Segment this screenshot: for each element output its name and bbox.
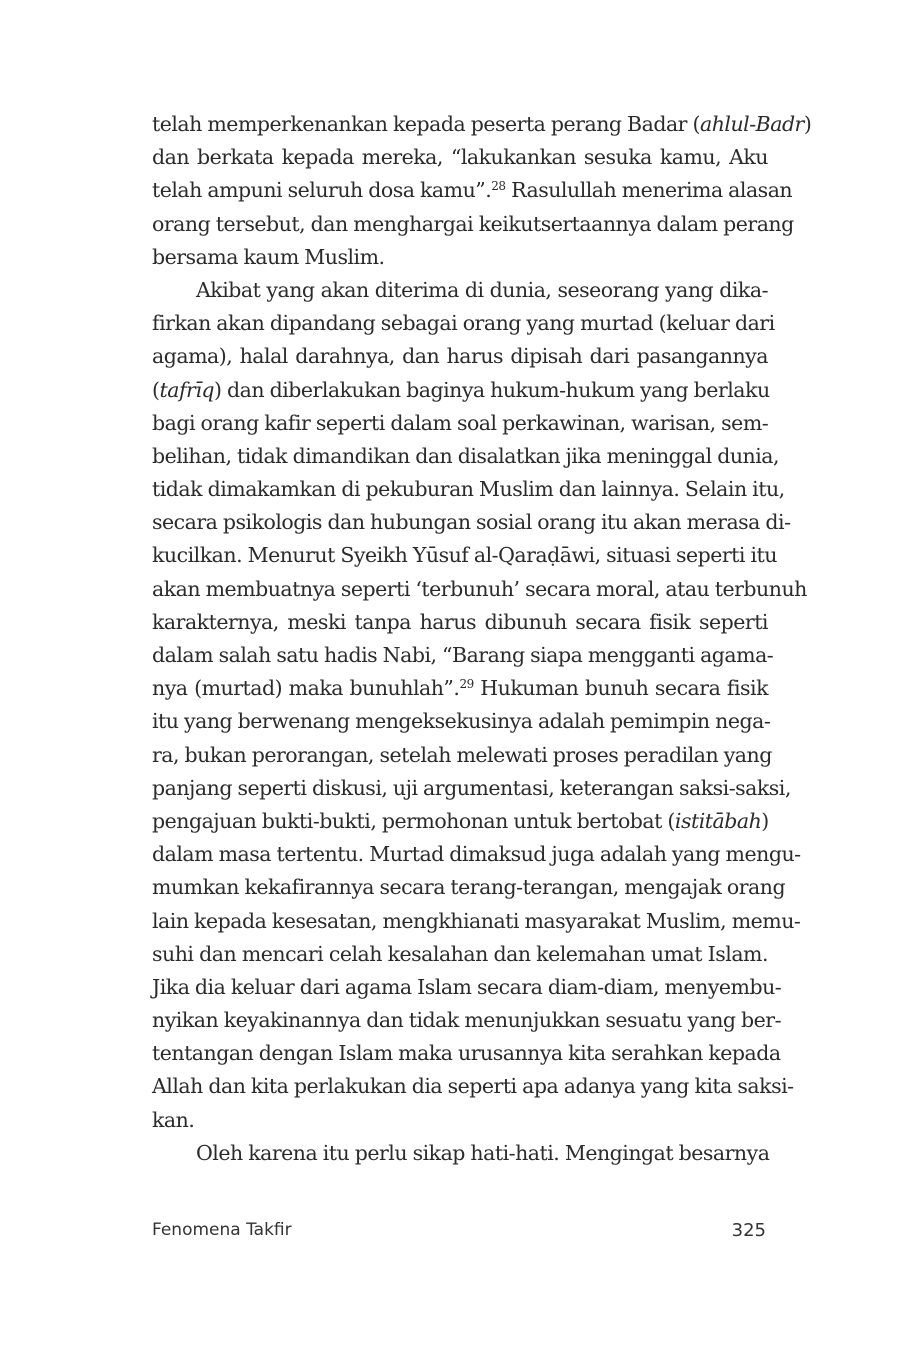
text-line: [152, 1070, 794, 1103]
text-line: [152, 805, 768, 838]
text-line: [152, 340, 768, 373]
text-line: [152, 838, 801, 871]
line-text: akan membuatnya seperti ‘terbunuh’ secara moral, atau terbunuh: [152, 576, 807, 601]
text-line: [152, 573, 807, 606]
text-line: [152, 407, 768, 440]
text-line: [152, 639, 774, 672]
line-text: orang tersebut, dan menghargai keikutsertaannya dalam perang: [152, 211, 794, 236]
line-text: kan.: [152, 1107, 195, 1132]
line-text: tentangan dengan Islam maka urusannya kita serahkan kepada: [152, 1041, 781, 1066]
line-text: dan berkata kepada mereka, “lakukankan sesuka kamu, Aku: [152, 145, 768, 170]
line-text: panjang seperti diskusi, uji argumentasi, keterangan saksi-saksi,: [152, 775, 791, 800]
line-text: (: [152, 377, 160, 402]
italic-term: istitābah: [674, 808, 762, 833]
body-text: [152, 108, 812, 1170]
line-text: tidak dimakamkan di pekuburan Muslim dan lainnya. Selain itu,: [152, 477, 785, 502]
line-text: nya (murtad) maka bunuhlah”.: [152, 676, 460, 701]
line-text: ra, bukan perorangan, setelah melewati proses peradilan yang: [152, 742, 772, 767]
text-line: [152, 672, 768, 705]
footnote-marker[interactable]: 29: [459, 677, 474, 692]
italic-term: ahlul-Badr: [699, 112, 804, 136]
line-text: ) dan diberlakukan baginya hukum-hukum yang berlaku: [214, 377, 770, 402]
line-text: secara psikologis dan hubungan sosial orang itu akan merasa di-: [152, 510, 791, 535]
text-line: [152, 374, 768, 407]
line-text: pengajuan bukti-bukti, permohonan untuk bertobat (: [152, 808, 675, 833]
text-line: [152, 208, 794, 241]
line-text: agama), halal darahnya, dan harus dipisah dari pasangannya: [152, 344, 768, 369]
line-text: telah ampuni seluruh dosa kamu”.: [152, 178, 492, 203]
line-text: suhi dan mencari celah kesalahan dan kelemahan umat Islam.: [152, 941, 768, 966]
line-text: bagi orang kafir seperti dalam soal perkawinan, warisan, sem-: [152, 410, 769, 435]
line-text: firkan akan dipandang sebagai orang yang murtad (keluar dari: [152, 311, 775, 336]
footnote-marker[interactable]: 28: [491, 179, 506, 194]
text-line: [152, 539, 777, 572]
italic-term: tafrīq: [159, 377, 215, 402]
text-line: [152, 971, 782, 1004]
text-line: [152, 141, 768, 174]
text-line: [152, 307, 775, 340]
text-line: [152, 905, 801, 938]
text-line: [152, 705, 771, 738]
line-text: telah memperkenankan kepada peserta perang Badar (: [152, 112, 700, 136]
line-text: dalam salah satu hadis Nabi, “Barang siapa mengganti agama-: [152, 643, 774, 667]
text-line: [152, 241, 768, 274]
line-text: Allah dan kita perlakukan dia seperti apa adanya yang kita saksi-: [152, 1074, 794, 1099]
text-line: [152, 606, 768, 639]
running-footer-title: Fenomena Takfir: [152, 1220, 292, 1240]
text-line: [152, 1037, 781, 1070]
text-line: [152, 739, 772, 772]
text-line: [152, 1104, 768, 1137]
line-text: kucilkan. Menurut Syeikh Yūsuf al-Qaraḍāwi, situasi seperti itu: [152, 543, 777, 568]
text-line: [152, 938, 768, 971]
line-text: Rasulullah menerima alasan: [505, 178, 793, 203]
line-text: dalam masa tertentu. Murtad dimaksud juga adalah yang mengu-: [152, 842, 801, 867]
line-text: bersama kaum Muslim.: [152, 244, 385, 269]
line-text: lain kepada kesesatan, mengkhianati masyarakat Muslim, memu-: [152, 908, 801, 933]
line-text: ): [803, 112, 812, 136]
line-text: ): [761, 808, 769, 833]
line-text: mumkan kekafirannya secara terang-terangan, mengajak orang: [152, 875, 786, 900]
line-text: Jika dia keluar dari agama Islam secara diam-diam, menyembu-: [152, 974, 782, 999]
text-line: [152, 772, 791, 805]
line-text: nyikan keyakinannya dan tidak menunjukkan sesuatu yang ber-: [152, 1008, 782, 1033]
line-text: Akibat yang akan diterima di dunia, seseorang yang dika-: [196, 277, 768, 302]
line-text: itu yang berwenang mengeksekusinya adalah pemimpin nega-: [152, 709, 771, 734]
line-text: belihan, tidak dimandikan dan disalatkan jika meninggal dunia,: [152, 443, 780, 468]
text-line: [152, 506, 791, 539]
text-line: [152, 473, 785, 506]
text-line: [152, 1137, 768, 1170]
line-text: karakternya, meski tanpa harus dibunuh secara fisik seperti: [152, 609, 768, 634]
page-number: 325: [731, 1220, 766, 1241]
text-line: [152, 174, 793, 207]
line-text: Oleh karena itu perlu sikap hati-hati. Mengingat besarnya: [196, 1140, 770, 1165]
text-line: [152, 108, 812, 141]
text-line: [152, 274, 768, 307]
text-line: [152, 871, 786, 904]
line-text: Hukuman bunuh secara fisik: [473, 676, 768, 701]
text-line: [152, 1004, 782, 1037]
text-line: [152, 440, 780, 473]
